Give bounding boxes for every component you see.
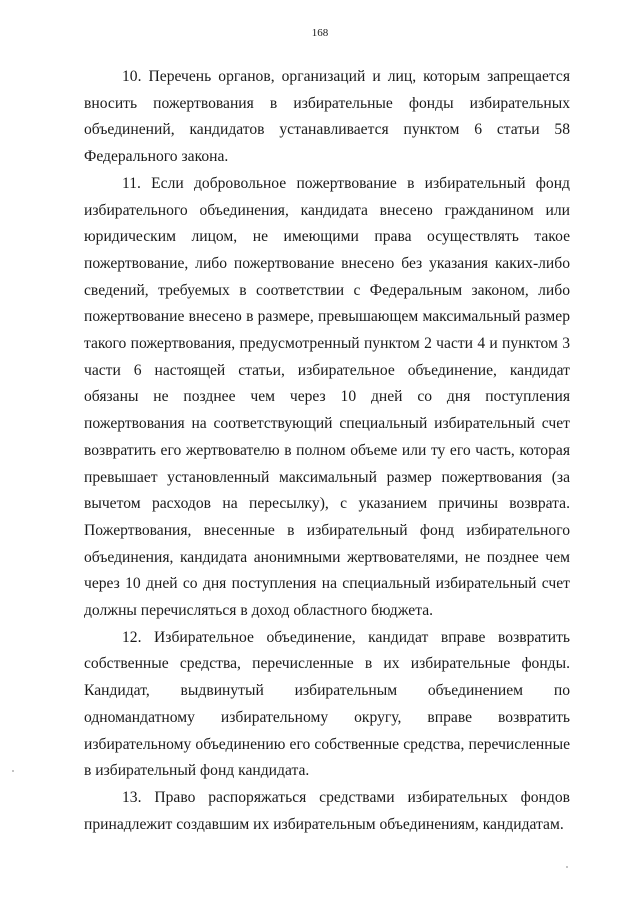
- paragraph-13: 13. Право распоряжаться средствами избирательных фондов принадлежит создавшим их избирательным объединениям, кандидатам.: [84, 788, 570, 833]
- document-body: [84, 64, 570, 838]
- scan-speck: [566, 866, 568, 868]
- page-number: 168: [311, 27, 329, 39]
- scan-speck: [12, 770, 14, 772]
- paragraph-12: 12. Избирательное объединение, кандидат вправе возвратить собственные средства, перечисленные в их избирательные фонды. Кандидат, выдвинутый избирательным объединением по одномандатному избирательному округу, вправе возвратить избирательному объединению его собственные средства, перечисленные в избирательный фонд кандидата.: [84, 628, 570, 780]
- paragraph-11: 11. Если добровольное пожертвование в избирательный фонд избирательного объединения, кандидата внесено гражданином или юридическим лицом, не имеющими права осуществлять такое пожертвование, либо пожертвование внесено без указания каких-либо сведений, требуемых в соответствии с Федеральным законом, либо пожертвование внесено в размере, превышающем максимальный размер такого пожертвования, предусмотренный пунктом 2 части 4 и пунктом 3 части 6 настоящей статьи, избирательное объединение, кандидат обязаны не позднее чем через 10 дней со дня поступления пожертвования на соответствующий специальный избирательный счет возвратить его жертвователю в полном объеме или ту его часть, которая превышает установленный максимальный размер пожертвования (за вычетом расходов на пересылку), с указанием причины возврата. Пожертвования, внесенные в избирательный фонд избирательного объединения, кандидата анонимными жертвователями, не позднее чем через 10 дней со дня поступления на специальный избирательный счет должны перечисляться в доход областного бюджета.: [84, 174, 570, 620]
- paragraph-10: 10. Перечень органов, организаций и лиц, которым запрещается вносить пожертвования в избирательные фонды избирательных объединений, кандидатов устанавливается пунктом 6 статьи 58 Федерального закона.: [84, 68, 570, 166]
